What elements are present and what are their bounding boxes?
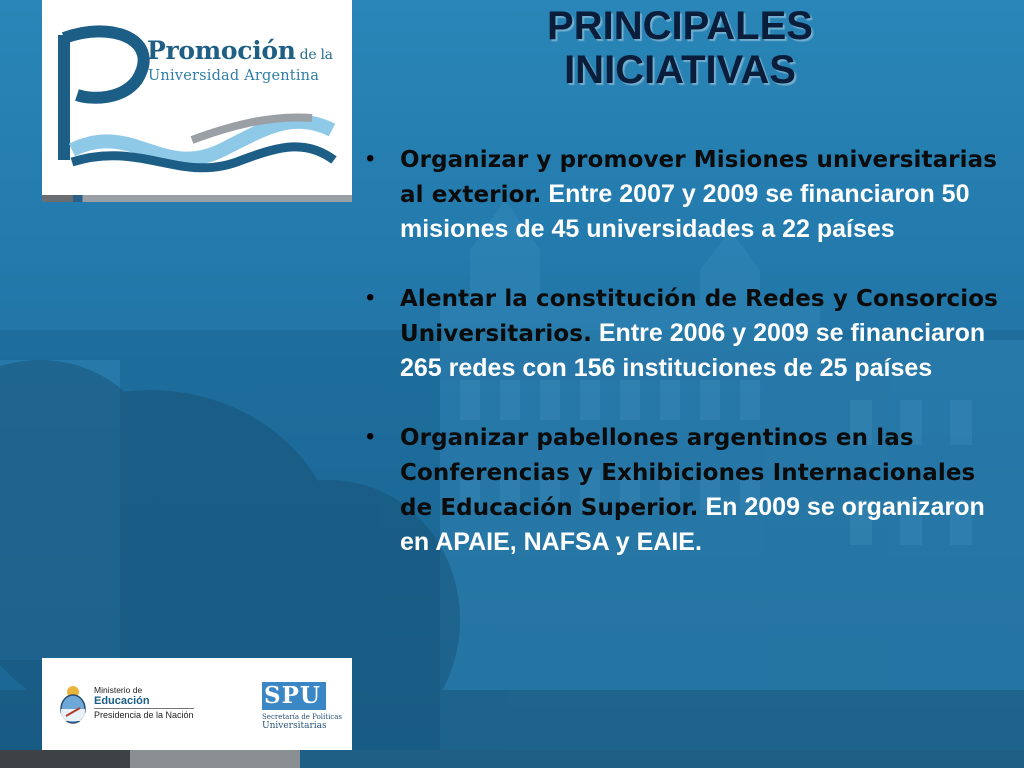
- footer-strip: [0, 750, 1024, 768]
- bullet-item: [364, 281, 1012, 385]
- bullet-item: [364, 420, 1012, 559]
- spu-caption-line1: Secretaría de Políticas: [262, 713, 343, 721]
- bullet-detail-text: En 2009 se organizaron en APAIE, NAFSA y EAIE.: [400, 493, 985, 556]
- bullet-detail-text: Entre 2007 y 2009 se financiaron 50 misiones de 45 universidades a 22 países: [400, 180, 970, 243]
- presidencia-label: Presidencia de la Nación: [94, 710, 194, 720]
- bullet-lead-text: Organizar y promover Misiones universitarias al exterior.: [400, 147, 998, 208]
- spu-caption-line2: Universitarias: [262, 721, 327, 731]
- spu-caption: [262, 713, 342, 731]
- slide-title: [350, 4, 1010, 92]
- bullet-list: [364, 142, 1012, 594]
- bullet-detail-text: Entre 2006 y 2009 se financiaron 265 redes con 156 instituciones de 25 países: [400, 319, 986, 382]
- logo-dela-text: de la: [299, 47, 333, 63]
- argentina-coat-of-arms-icon: [56, 684, 90, 724]
- logo-subtitle: Universidad Argentina: [148, 68, 320, 84]
- ministerio-text: [94, 685, 194, 721]
- bullet-item: [364, 142, 1012, 246]
- slide-title-line-2: INICIATIVAS: [564, 48, 796, 92]
- slide-title-line-1: PRINCIPALES: [547, 4, 813, 48]
- footer-logos-card: [42, 658, 352, 750]
- logo-card-strip: [42, 195, 352, 202]
- bullet-lead-text: Alentar la constitución de Redes y Consorcios Universitarios.: [400, 286, 998, 347]
- bullet-dot: •: [366, 284, 375, 311]
- bullet-dot: •: [366, 145, 375, 172]
- logo-title: [147, 36, 333, 65]
- bullet-lead-text: Organizar pabellones argentinos en las Conferencias y Exhibiciones Internacionales de Educación Superior.: [400, 425, 976, 521]
- logo-title-text: Promoción: [147, 36, 296, 65]
- educacion-label: Educación: [94, 695, 150, 707]
- spu-letters: SPU: [264, 682, 321, 709]
- ministerio-label: Ministerio de: [94, 685, 143, 695]
- bullet-dot: •: [366, 423, 375, 450]
- promocion-logo-card: [42, 0, 352, 195]
- promocion-p-logo: [42, 0, 352, 195]
